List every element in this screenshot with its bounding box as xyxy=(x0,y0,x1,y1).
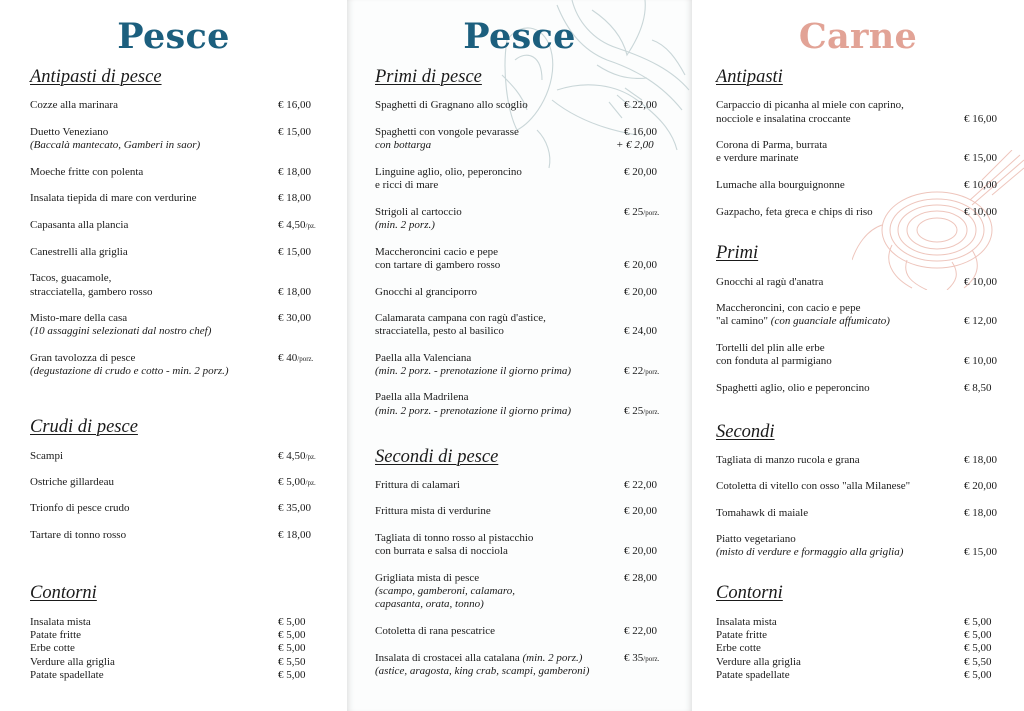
menu-item-price: € 22,00 xyxy=(624,625,657,637)
menu-item-name-line2: stracciatella, pesto al basilico xyxy=(375,325,504,337)
section-title-primi-di-pesce: Primi di pesce xyxy=(375,67,482,87)
menu-item-name: Insalata mista xyxy=(30,616,91,628)
menu-item-note: (min. 2 porz.) xyxy=(375,219,435,231)
price-unit: /porz. xyxy=(643,408,660,416)
price-unit: /porz. xyxy=(297,355,314,363)
menu-item-price xyxy=(624,405,659,419)
menu-item-name-text: "al camino" xyxy=(716,315,769,327)
menu-item-name: Lumache alla bourguignonne xyxy=(716,179,845,191)
menu-item-price: € 18,00 xyxy=(964,454,997,466)
menu-item-price: € 5,00 xyxy=(278,629,306,641)
menu-item-name: Spaghetti con vongole pevarasse xyxy=(375,126,519,138)
menu-item-name: Cozze alla marinara xyxy=(30,99,118,111)
menu-item-name: Spaghetti di Gragnano allo scoglio xyxy=(375,99,528,111)
menu-item-price: € 24,00 xyxy=(624,325,657,337)
menu-item-price: € 20,00 xyxy=(964,480,997,492)
menu-item-name: Tomahawk di maiale xyxy=(716,507,809,519)
section-title-antipasti: Antipasti xyxy=(716,67,783,87)
menu-item-price: € 20,00 xyxy=(624,166,657,178)
menu-panel-meat xyxy=(692,0,1024,711)
menu-item-name: Trionfo di pesce crudo xyxy=(30,502,130,514)
menu-item-name: Corona di Parma, burrata xyxy=(716,139,828,151)
price-value: € 40 xyxy=(278,352,298,364)
menu-item-note: (misto di verdure e formaggio alla griglia) xyxy=(716,546,904,558)
menu-item-name: Erbe cotte xyxy=(716,642,761,654)
menu-item-price: € 15,00 xyxy=(964,546,997,558)
menu-item-note: (Baccalà mantecato, Gamberi in saor) xyxy=(30,139,201,151)
section-title-contorni: Contorni xyxy=(716,583,783,603)
menu-item-name-line2: e verdure marinate xyxy=(716,152,799,164)
menu-item-name: Patate spadellate xyxy=(716,669,790,681)
menu-item-name: Tartare di tonno rosso xyxy=(30,529,127,541)
menu-item-name: Grigliata mista di pesce xyxy=(375,572,480,584)
menu-item-price: € 16,00 xyxy=(964,113,997,125)
menu-item-name: Moeche fritte con polenta xyxy=(30,166,144,178)
menu-item-price: € 22,00 xyxy=(624,99,657,111)
price-unit: /porz. xyxy=(643,209,660,217)
menu-item-name: Misto-mare della casa xyxy=(30,312,128,324)
menu-item-name: Gnocchi al granciporro xyxy=(375,286,478,298)
menu-item-name: Gnocchi al ragù d'anatra xyxy=(716,276,824,288)
price-value: € 4,50 xyxy=(278,450,306,462)
menu-item-name: Piatto vegetariano xyxy=(716,533,796,545)
menu-item-inline-note: (con guanciale affumicato) xyxy=(770,315,890,327)
price-value: € 25 xyxy=(624,206,644,218)
menu-item-name: Linguine aglio, olio, peperoncino xyxy=(375,166,522,178)
menu-item-name: Verdure alla griglia xyxy=(30,656,115,668)
menu-item-price: € 5,00 xyxy=(964,616,992,628)
price-unit: /pz. xyxy=(305,479,316,487)
menu-panel-fish-1 xyxy=(0,0,347,711)
menu-item-note: (degustazione di crudo e cotto - min. 2 porz.) xyxy=(30,365,229,377)
menu-item-price xyxy=(624,365,659,379)
menu-item-name xyxy=(375,652,582,665)
menu-item-note: (min. 2 porz. - prenotazione il giorno prima) xyxy=(375,405,572,417)
menu-item-note: (astice, aragosta, king crab, scampi, gamberoni) xyxy=(375,665,590,677)
menu-item-price: € 18,00 xyxy=(278,166,311,178)
menu-item-name: Frittura di calamari xyxy=(375,479,460,491)
menu-item-name: Strigoli al cartoccio xyxy=(375,206,462,218)
menu-item-name: Maccheroncini, con cacio e pepe xyxy=(716,302,861,314)
menu-item-price: € 20,00 xyxy=(624,286,657,298)
menu-item-name: Patate spadellate xyxy=(30,669,104,681)
menu-item-price xyxy=(278,476,316,490)
menu-item-note: (min. 2 porz. - prenotazione il giorno prima) xyxy=(375,365,572,377)
menu-item-price: € 15,00 xyxy=(278,246,311,258)
price-value: € 5,00 xyxy=(278,476,306,488)
menu-item-price xyxy=(624,206,659,220)
menu-item-price xyxy=(278,450,316,464)
menu-item-name: Maccheroncini cacio e pepe xyxy=(375,246,499,258)
price-value: € 4,50 xyxy=(278,219,306,231)
price-value: € 25 xyxy=(624,405,644,417)
menu-item-name-line2: con burrata e salsa di nocciola xyxy=(375,545,508,557)
menu-item-price: € 5,00 xyxy=(964,629,992,641)
section-title-secondi: Secondi xyxy=(716,422,775,442)
menu-item-name-line2 xyxy=(716,315,890,328)
menu-item-note: capasanta, orata, tonno) xyxy=(375,598,484,610)
menu-item-price: € 10,00 xyxy=(964,355,997,367)
menu-item-price xyxy=(624,652,659,666)
menu-item-price: € 8,50 xyxy=(964,382,992,394)
menu-item-price: € 18,00 xyxy=(964,507,997,519)
price-unit: /pz. xyxy=(305,222,316,230)
menu-item-price xyxy=(278,352,313,366)
menu-item-name: Canestrelli alla griglia xyxy=(30,246,128,258)
menu-item-price: € 16,00 xyxy=(624,126,657,138)
price-value: € 22 xyxy=(624,365,644,377)
menu-item-price: € 28,00 xyxy=(624,572,657,584)
menu-item-name: Calamarata campana con ragù d'astice, xyxy=(375,312,546,324)
menu-item-note: (10 assaggini selezionati dal nostro chef) xyxy=(30,325,212,337)
menu-item-name-line2: con fonduta al parmigiano xyxy=(716,355,832,367)
menu-item-name-line2: con tartare di gambero rosso xyxy=(375,259,501,271)
menu-item-name: Paella alla Valenciana xyxy=(375,352,472,364)
menu-item-price: € 20,00 xyxy=(624,545,657,557)
menu-item-price: € 15,00 xyxy=(278,126,311,138)
menu-item-name: Tortelli del plin alle erbe xyxy=(716,342,825,354)
menu-item-note: con bottarga xyxy=(375,139,432,151)
menu-item-price: € 10,00 xyxy=(964,276,997,288)
menu-item-price: € 15,00 xyxy=(964,152,997,164)
panel-title: Pesce xyxy=(117,16,230,57)
menu-item-name-line2: nocciole e insalatina croccante xyxy=(716,113,851,125)
panel-title: Pesce xyxy=(463,16,576,57)
menu-item-name-line2: stracciatella, gambero rosso xyxy=(30,286,153,298)
price-unit: /porz. xyxy=(643,655,660,663)
menu-item-note: (scampo, gamberoni, calamaro, xyxy=(375,585,516,597)
menu-item-name: Patate fritte xyxy=(716,629,768,641)
menu-item-price: € 5,00 xyxy=(278,669,306,681)
menu-item-name: Insalata tiepida di mare con verdurine xyxy=(30,192,197,204)
menu-item-name: Duetto Veneziano xyxy=(30,126,109,138)
menu-item-name: Erbe cotte xyxy=(30,642,75,654)
spaghetti-fork-illustration xyxy=(852,150,1024,290)
menu-item-price: € 20,00 xyxy=(624,259,657,271)
menu-item-price: € 5,00 xyxy=(964,669,992,681)
price-unit: /porz. xyxy=(643,368,660,376)
menu-item-price: € 35,00 xyxy=(278,502,311,514)
section-title-primi: Primi xyxy=(716,243,759,263)
menu-item-price: € 20,00 xyxy=(624,505,657,517)
menu-item-name-line2: e ricci di mare xyxy=(375,179,439,191)
section-title-crudi-di-pesce: Crudi di pesce xyxy=(30,417,138,437)
menu-item-name: Scampi xyxy=(30,450,63,462)
menu-item-price xyxy=(278,219,316,233)
menu-item-name: Verdure alla griglia xyxy=(716,656,801,668)
menu-item-price: € 22,00 xyxy=(624,479,657,491)
section-title-antipasti-di-pesce: Antipasti di pesce xyxy=(30,67,162,87)
menu-item-inline-note: (min. 2 porz.) xyxy=(522,652,583,664)
menu-item-price: € 30,00 xyxy=(278,312,311,324)
menu-item-name: Frittura mista di verdurine xyxy=(375,505,491,517)
price-unit: /pz. xyxy=(305,453,316,461)
menu-item-name: Patate fritte xyxy=(30,629,82,641)
menu-item-price: € 5,00 xyxy=(278,642,306,654)
menu-item-price: € 5,00 xyxy=(964,642,992,654)
section-title-contorni: Contorni xyxy=(30,583,97,603)
price-value: € 35 xyxy=(624,652,644,664)
menu-item-price: € 5,50 xyxy=(278,656,306,668)
section-title-secondi-di-pesce: Secondi di pesce xyxy=(375,447,499,467)
menu-item-name: Spaghetti aglio, olio e peperoncino xyxy=(716,382,870,394)
menu-item-name: Insalata mista xyxy=(716,616,777,628)
menu-item-name: Carpaccio di picanha al miele con caprino, xyxy=(716,99,904,111)
menu-item-name: Cotoletta di rana pescatrice xyxy=(375,625,496,637)
menu-item-extra-price: + € 2,00 xyxy=(616,139,654,151)
panel-title: Carne xyxy=(798,16,918,57)
menu-item-price: € 5,50 xyxy=(964,656,992,668)
menu-item-name: Gazpacho, feta greca e chips di riso xyxy=(716,206,873,218)
menu-item-price: € 18,00 xyxy=(278,529,311,541)
menu-item-name: Tacos, guacamole, xyxy=(30,272,112,284)
menu-item-price: € 18,00 xyxy=(278,286,311,298)
menu-item-price: € 5,00 xyxy=(278,616,306,628)
menu-item-name-text: Insalata di crostacei alla catalana xyxy=(375,652,520,664)
menu-item-name: Cotoletta di vitello con osso "alla Milanese" xyxy=(716,480,911,492)
menu-panel-fish-2 xyxy=(347,0,692,711)
menu-item-price: € 16,00 xyxy=(278,99,311,111)
menu-item-name: Paella alla Madrilena xyxy=(375,391,469,403)
menu-item-price: € 18,00 xyxy=(278,192,311,204)
menu-item-name: Capasanta alla plancia xyxy=(30,219,129,231)
menu-item-name: Tagliata di tonno rosso al pistacchio xyxy=(375,532,534,544)
menu-item-name: Gran tavolozza di pesce xyxy=(30,352,136,364)
menu-item-price: € 10,00 xyxy=(964,206,997,218)
menu-item-name: Tagliata di manzo rucola e grana xyxy=(716,454,860,466)
menu-item-name: Ostriche gillardeau xyxy=(30,476,114,488)
menu-item-price: € 12,00 xyxy=(964,315,997,327)
menu-item-price: € 10,00 xyxy=(964,179,997,191)
